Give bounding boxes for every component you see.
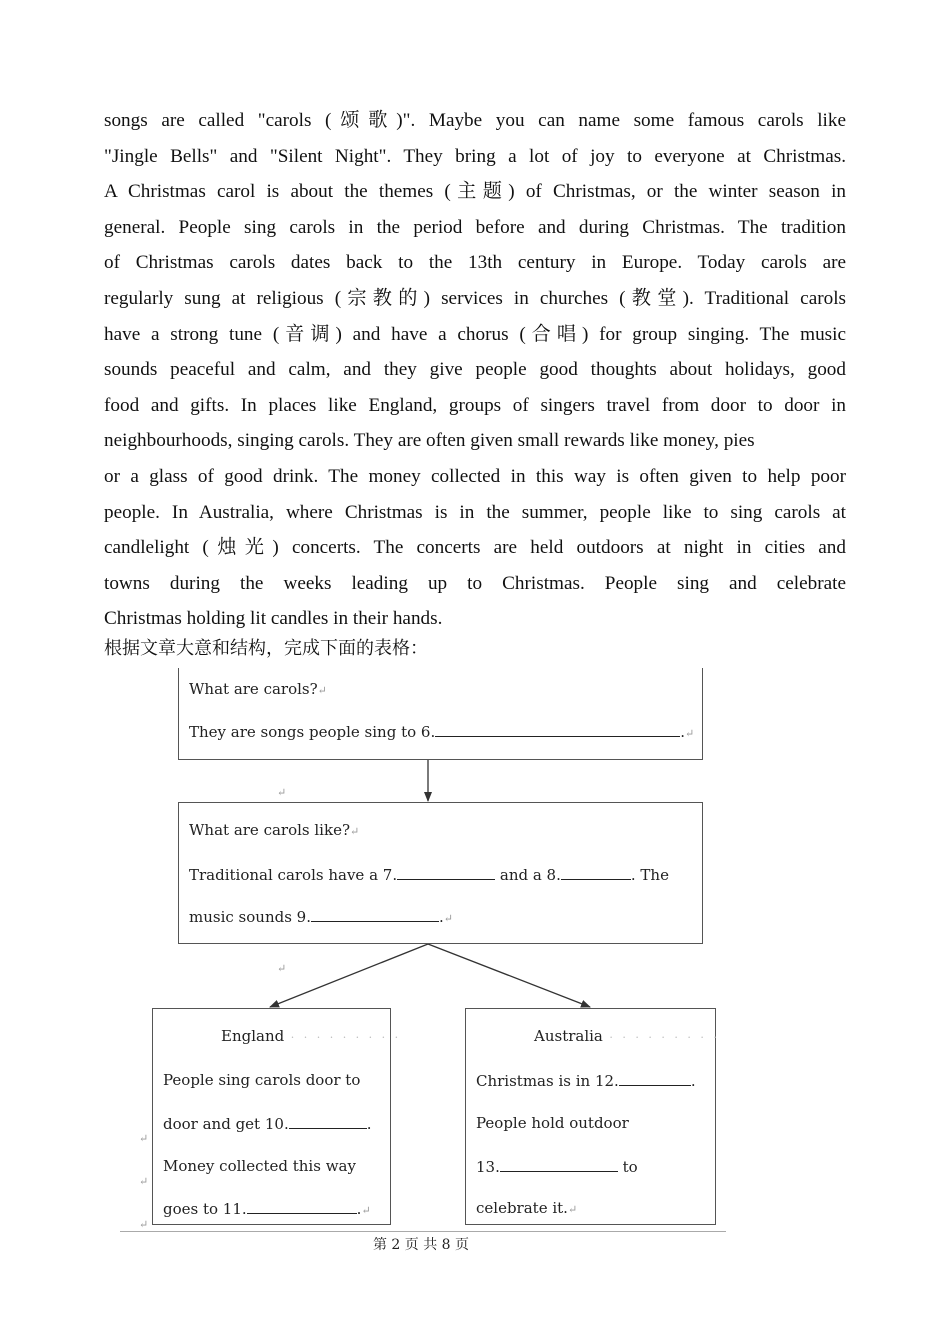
passage-line: regularly sung at religious (宗教的) services in churches (教堂). Traditional carols bbox=[104, 287, 846, 309]
answer-label: They are songs people sing to 6. bbox=[189, 723, 436, 741]
footer-divider bbox=[120, 1231, 726, 1232]
answer-label: music sounds 9. bbox=[189, 908, 311, 926]
tab-leader: · · · · · · · · · bbox=[284, 1031, 402, 1044]
return-mark-icon: ↵ bbox=[139, 1176, 149, 1188]
return-mark-icon: ↵ bbox=[317, 684, 327, 697]
answer-label: People sing carols door to bbox=[163, 1071, 361, 1089]
passage-line: "Jingle Bells" and "Silent Night". They bring a lot of joy to everyone at Christmas. bbox=[104, 145, 846, 167]
passage-line: songs are called "carols (颂歌)". Maybe you can name some famous carols like bbox=[104, 110, 846, 131]
return-mark-icon: ↵ bbox=[139, 1219, 149, 1231]
blank-12[interactable] bbox=[619, 1071, 691, 1086]
box-australia bbox=[465, 1008, 720, 1225]
box-title: England bbox=[221, 1027, 285, 1045]
answer-label: Christmas is in 12. bbox=[476, 1072, 619, 1090]
blank-11[interactable] bbox=[247, 1199, 357, 1214]
return-mark-icon: ↵ bbox=[443, 912, 453, 925]
passage-line: people. In Australia, where Christmas is in the summer, people like to sing carols at bbox=[104, 501, 846, 523]
passage-line: have a strong tune (音调) and have a chorus (合唱) for group singing. The music bbox=[104, 323, 846, 345]
instruction: 根据文章大意和结构，完成下面的表格： bbox=[104, 638, 428, 659]
answer-label: 13. bbox=[476, 1158, 500, 1176]
question-label: What are carols? bbox=[189, 680, 318, 698]
passage-line: neighbourhoods, singing carols. They are often given small rewards like money, pies bbox=[104, 430, 755, 452]
answer-label: Money collected this way bbox=[163, 1157, 356, 1175]
box-what-are-carols-like bbox=[178, 802, 703, 944]
return-mark-icon: ↵ bbox=[277, 787, 287, 799]
passage-line: Christmas holding lit candles in their hands. bbox=[104, 608, 443, 630]
answer-label: celebrate it. bbox=[476, 1199, 568, 1217]
return-mark-icon: ↵ bbox=[567, 1203, 578, 1216]
passage-line: towns during the weeks leading up to Christmas. People sing and celebrate bbox=[104, 572, 846, 594]
return-mark-icon: ↵ bbox=[139, 1133, 149, 1145]
blank-7[interactable] bbox=[397, 865, 495, 880]
question-label: What are carols like? bbox=[189, 821, 350, 839]
answer-label: Traditional carols have a 7. bbox=[189, 866, 398, 884]
passage-line: food and gifts. In places like England, groups of singers travel from door to door in bbox=[104, 394, 846, 416]
period: . bbox=[690, 1072, 696, 1090]
return-mark-icon: ↵ bbox=[361, 1204, 371, 1217]
return-mark-icon: ↵ bbox=[685, 727, 695, 740]
passage-line: of Christmas carols dates back to the 13th century in Europe. Today carols are bbox=[104, 252, 846, 274]
arrow-right bbox=[428, 944, 590, 1007]
period: . bbox=[680, 723, 685, 741]
box-what-are-carols bbox=[178, 668, 703, 760]
answer-label: and a 8. bbox=[495, 866, 561, 884]
return-mark-icon: ↵ bbox=[277, 963, 287, 975]
blank-8[interactable] bbox=[561, 865, 631, 880]
blank-10[interactable] bbox=[289, 1114, 367, 1129]
return-mark-icon: ↵ bbox=[350, 825, 360, 838]
blank-13[interactable] bbox=[500, 1157, 618, 1172]
answer-label: People hold outdoor bbox=[476, 1114, 629, 1132]
tab-leader: · · · · · · · · · bbox=[602, 1031, 720, 1044]
page-footer: 第 2 页 共 8 页 bbox=[372, 1237, 470, 1253]
blank-9[interactable] bbox=[311, 907, 439, 922]
period: . bbox=[366, 1115, 372, 1133]
passage-line: general. People sing carols in the period before and during Christmas. The tradition bbox=[104, 216, 846, 238]
box-title: Australia bbox=[534, 1027, 603, 1045]
answer-label: . The bbox=[630, 866, 669, 884]
passage-line: or a glass of good drink. The money collected in this way is often given to help poor bbox=[104, 465, 846, 487]
passage-line: sounds peaceful and calm, and they give people good thoughts about holidays, good bbox=[104, 359, 846, 381]
period: . bbox=[438, 908, 444, 926]
answer-label: door and get 10. bbox=[163, 1115, 289, 1133]
arrow-left bbox=[270, 944, 428, 1007]
answer-label: to bbox=[617, 1158, 638, 1176]
blank-6[interactable] bbox=[435, 722, 680, 737]
passage-line: candlelight (烛光) concerts. The concerts are held outdoors at night in cities and bbox=[104, 537, 846, 559]
box-england bbox=[152, 1008, 402, 1225]
passage-line: A Christmas carol is about the themes (主题) of Christmas, or the winter season in bbox=[104, 181, 846, 203]
answer-label: goes to 11. bbox=[163, 1200, 247, 1218]
period: . bbox=[356, 1200, 362, 1218]
